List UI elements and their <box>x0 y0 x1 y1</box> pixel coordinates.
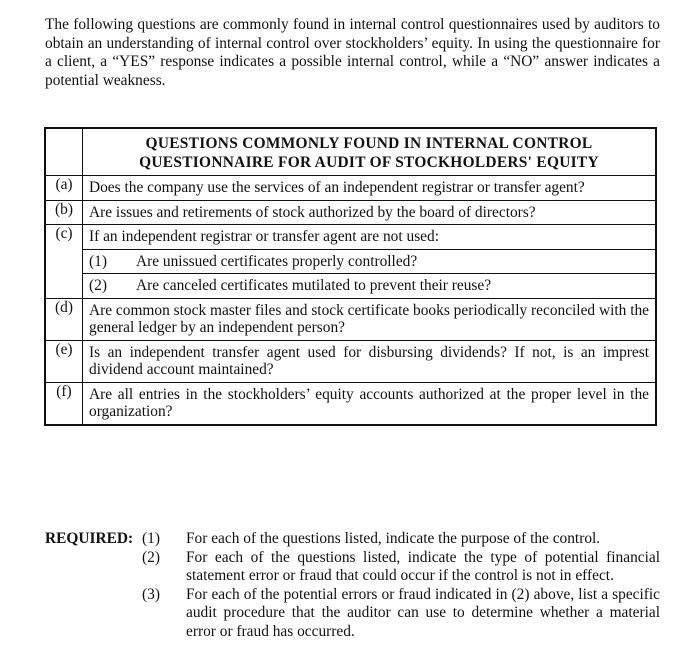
row-label: (f) <box>45 382 83 425</box>
header-line-2: QUESTIONNAIRE FOR AUDIT OF STOCKHOLDERS' EQUITY <box>139 154 599 171</box>
questionnaire-table <box>44 127 657 426</box>
row-label: (d) <box>45 298 83 340</box>
row-question: Are issues and retirements of stock authorized by the board of directors? <box>83 200 657 225</box>
subquestion <box>83 274 657 299</box>
table-header <box>83 128 657 176</box>
required-item <box>45 586 660 642</box>
table-row <box>45 298 656 340</box>
required-item <box>45 549 660 586</box>
required-item <box>45 530 660 549</box>
subquestion-text: Are canceled certificates mutilated to prevent their reuse? <box>136 277 492 294</box>
header-line-1: QUESTIONS COMMONLY FOUND IN INTERNAL CONTROL <box>145 135 593 152</box>
row-label: (a) <box>45 176 83 201</box>
subquestion-number: (1) <box>89 252 107 270</box>
required-item-number: (2) <box>142 548 160 566</box>
row-question: If an independent registrar or transfer agent are not used: <box>83 225 657 250</box>
row-label: (b) <box>45 200 83 225</box>
table-row <box>45 176 656 201</box>
table-row <box>45 225 656 250</box>
required-item-text: For each of the questions listed, indicate the type of potential financial statement error or fraud that could occur if the control is not in effect. <box>186 548 660 584</box>
table-row <box>45 200 656 225</box>
required-item-number: (3) <box>142 585 160 603</box>
subquestion-text: Are unissued certificates properly controlled? <box>136 252 418 270</box>
row-question: Are common stock master files and stock certificate books periodically reconciled with the general ledger by an independent person? <box>83 298 657 340</box>
row-label: (c) <box>45 225 83 299</box>
table-header-row <box>45 128 656 176</box>
row-question: Is an independent transfer agent used for disbursing dividends? If not, is an imprest dividend account maintained? <box>83 340 657 382</box>
required-item-text: For each of the potential errors or fraud indicated in (2) above, list a specific audit procedure that the auditor can use to determine whether a material error or fraud has occurred. <box>186 585 660 640</box>
row-question: Are all entries in the stockholders’ equity accounts authorized at the proper level in the organization? <box>83 382 657 425</box>
table-row <box>45 382 656 425</box>
header-label-cell <box>45 128 83 176</box>
table-row <box>45 340 656 382</box>
row-label: (e) <box>45 340 83 382</box>
row-question: Does the company use the services of an independent registrar or transfer agent? <box>83 176 657 201</box>
table-subrow <box>45 249 656 274</box>
required-item-text: For each of the questions listed, indicate the purpose of the control. <box>186 530 601 547</box>
table-subrow <box>45 274 656 299</box>
required-label: REQUIRED: <box>45 530 134 547</box>
subquestion <box>83 249 657 274</box>
required-item-number: (1) <box>142 530 160 547</box>
intro-paragraph: The following questions are commonly found in internal control questionnaires used by auditors to obtain an understanding of internal control over stockholders’ equity. In using the questionnaire for a client, a “YES” response indicates a possible internal control, while a “NO” answer indicates a potential weakness. <box>45 16 660 89</box>
subquestion-number: (2) <box>89 277 107 294</box>
required-section <box>45 530 660 641</box>
